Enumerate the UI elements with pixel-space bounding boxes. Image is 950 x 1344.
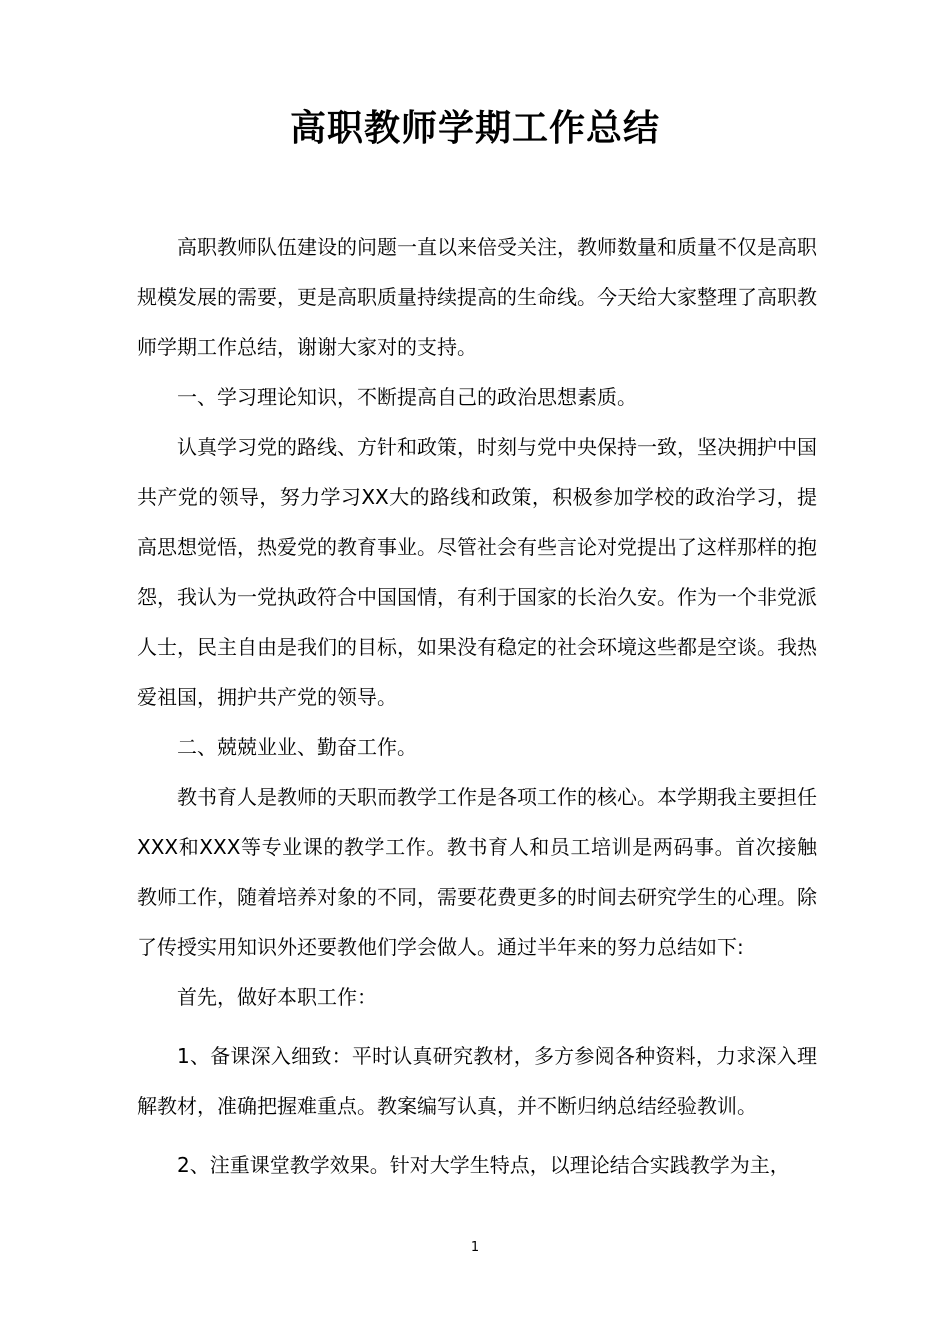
paragraph-first: 首先，做好本职工作： — [177, 985, 377, 1009]
paragraph-intro: 高职教师队伍建设的问题一直以来倍受关注，教师数量和质量不仅是高职规模发展的需要，更是高职质量持续提高的生命线。今天给大家整理了高职教师学期工作总结，谢谢大家对的支持。 — [137, 235, 817, 359]
section-heading-1: 一、学习理论知识，不断提高自己的政治思想素质。 — [177, 385, 637, 409]
paragraph-politics: 认真学习党的路线、方针和政策，时刻与党中央保持一致，坚决拥护中国共产党的领导，努力学习XX大的路线和政策，积极参加学校的政治学习，提高思想觉悟，热爱党的教育事业。尽管社会有些言论对党提出了这样那样的抱怨，我认为一党执政符合中国国情，有利于国家的长治久安。作为一个非党派人士，民主自由是我们的目标，如果没有稳定的社会环境这些都是空谈。我热爱祖国，拥护共产党的领导。 — [137, 435, 817, 709]
list-item-1: 1、备课深入细致：平时认真研究教材，多方参阅各种资料，力求深入理解教材，准确把握难重点。教案编写认真，并不断归纳总结经验教训。 — [137, 1044, 817, 1118]
list-item-2: 2、注重课堂教学效果。针对大学生特点，以理论结合实践教学为主， — [177, 1153, 790, 1177]
document-title: 高职教师学期工作总结 — [289, 108, 660, 149]
document-body — [137, 222, 817, 1190]
page-number: 1 — [470, 1240, 480, 1255]
paragraph-teaching: 教书育人是教师的天职而教学工作是各项工作的核心。本学期我主要担任XXX和XXX等专业课的教学工作。教书育人和员工培训是两码事。首次接触教师工作，随着培养对象的不同，需要花费更多的时间去研究学生的心理。除了传授实用知识外还要教他们学会做人。通过半年来的努力总结如下: — [137, 785, 817, 959]
section-heading-2: 二、兢兢业业、勤奋工作。 — [177, 735, 417, 759]
